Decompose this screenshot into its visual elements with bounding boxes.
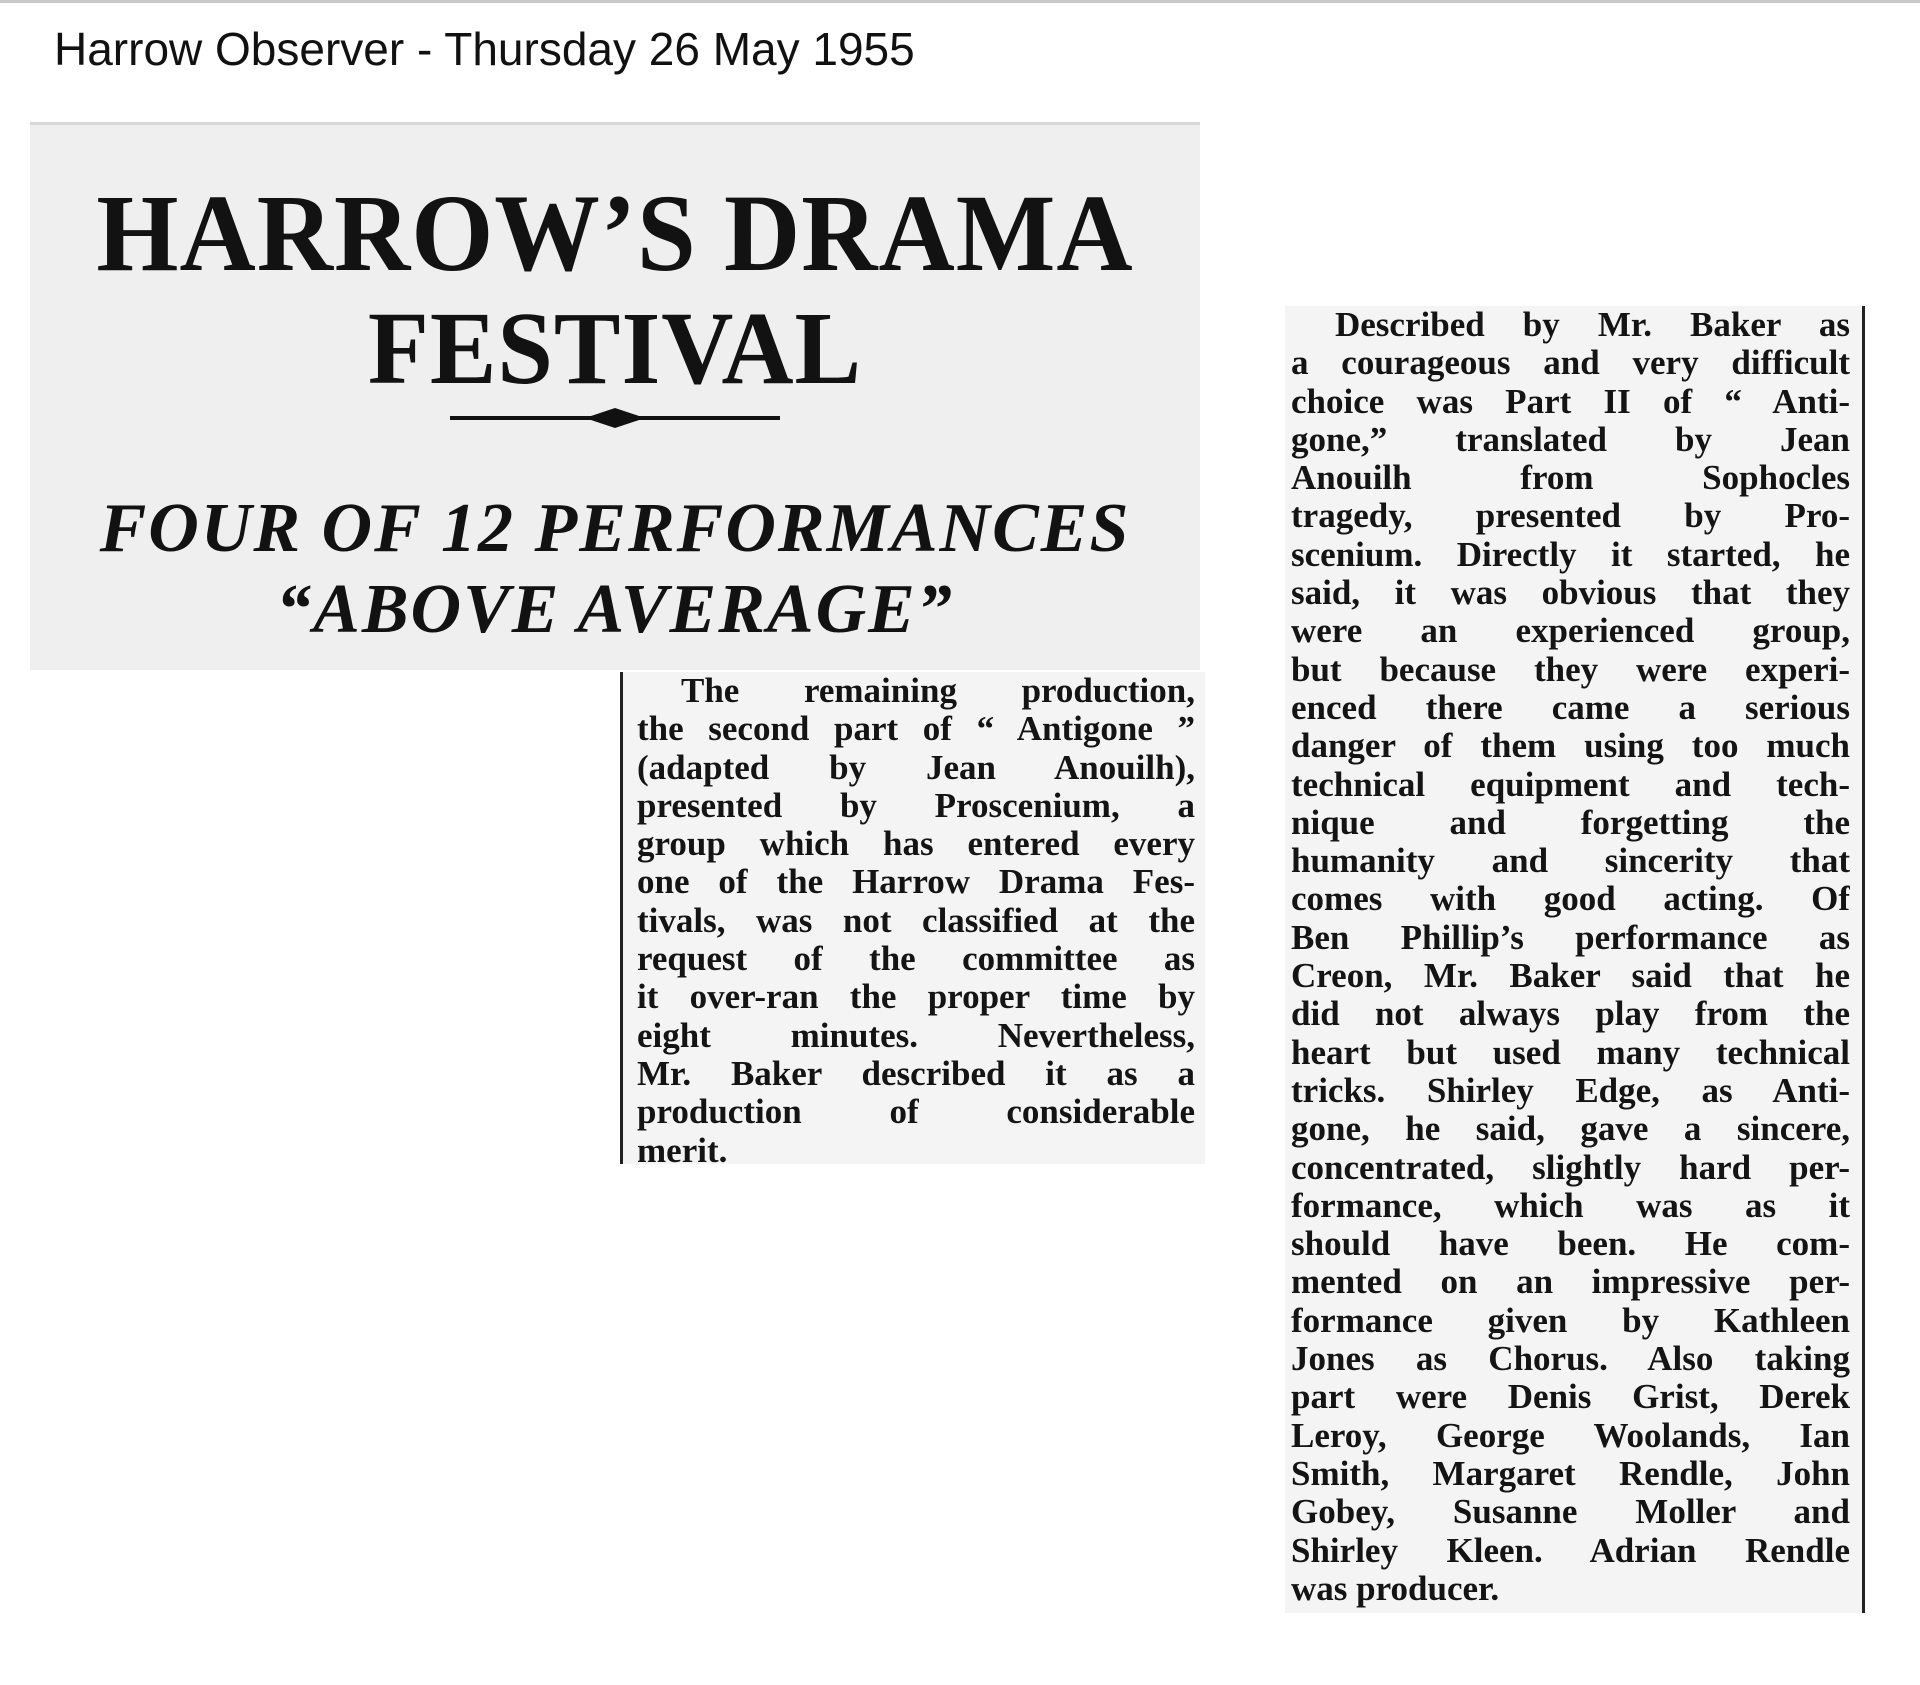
article-text-line: heart but used many technical <box>1291 1033 1850 1072</box>
article-text-line: said, it was obvious that they <box>1291 574 1850 613</box>
subheadline-line-1: FOUR OF 12 PERFORMANCES <box>99 490 1131 567</box>
subheadline-line-2: “ABOVE AVERAGE” <box>276 571 954 648</box>
article-text-line: a courageous and very difficult <box>1291 344 1850 383</box>
article-text-line: humanity and sincerity that <box>1291 842 1850 881</box>
top-border <box>0 0 1920 3</box>
article-text-line: Ben Phillip’s performance as <box>1291 918 1850 957</box>
ornament-divider <box>450 403 780 433</box>
article-text-line: tragedy, presented by Pro- <box>1291 497 1850 536</box>
article-text-line: Leroy, George Woolands, Ian <box>1291 1416 1850 1455</box>
article-text-line: mented on an impressive per- <box>1291 1263 1850 1302</box>
article-text-line: gone, he said, gave a sincere, <box>1291 1110 1850 1149</box>
article-text-line: but because they were experi- <box>1291 650 1850 689</box>
article-text-line: gone,” translated by Jean <box>1291 420 1850 459</box>
article-text-line: did not always play from the <box>1291 995 1850 1034</box>
article-text-line: enced there came a serious <box>1291 688 1850 727</box>
article-text-line: production of considerable <box>637 1093 1195 1132</box>
article-text-line: should have been. He com- <box>1291 1225 1850 1264</box>
headline-line-1: HARROW’S DRAMA <box>96 172 1134 294</box>
article-text-line: Creon, Mr. Baker said that he <box>1291 957 1850 996</box>
article-text-line: technical equipment and tech- <box>1291 765 1850 804</box>
article-text-line: presented by Proscenium, a <box>637 786 1195 825</box>
article-text-line: scenium. Directly it started, he <box>1291 535 1850 574</box>
article-text-line: Smith, Margaret Rendle, John <box>1291 1454 1850 1493</box>
article-text-line: Jones as Chorus. Also taking <box>1291 1340 1850 1379</box>
article-text-line: formance given by Kathleen <box>1291 1301 1850 1340</box>
article-text-line: merit. <box>637 1131 728 1170</box>
article-text-line: tivals, was not classified at the <box>637 901 1195 940</box>
source-caption: Harrow Observer - Thursday 26 May 1955 <box>54 23 915 75</box>
article-text-line: Anouilh from Sophocles <box>1291 459 1850 498</box>
article-text-line: the second part of “ Antigone ” <box>637 710 1195 749</box>
article-text-line: eight minutes. Nevertheless, <box>637 1016 1195 1055</box>
headline-line-2: FESTIVAL <box>367 291 863 406</box>
article-text-line: Mr. Baker described it as a <box>637 1054 1195 1093</box>
article-text-line: choice was Part II of “ Anti- <box>1291 382 1850 421</box>
article-text-line: Gobey, Susanne Moller and <box>1291 1493 1850 1532</box>
headline-block <box>30 122 1200 670</box>
article-text-line: it over-ran the proper time by <box>637 978 1195 1017</box>
article-text-line: Described by Mr. Baker as <box>1335 306 1850 344</box>
article-text-line: (adapted by Jean Anouilh), <box>637 748 1195 787</box>
article-text-line: The remaining production, <box>681 672 1195 710</box>
article-text-line: danger of them using too much <box>1291 727 1850 766</box>
article-column-2 <box>1285 306 1865 1613</box>
article-text-line: tricks. Shirley Edge, as Anti- <box>1291 1071 1850 1110</box>
article-text-line: group which has entered every <box>637 825 1195 864</box>
article-text-line: Shirley Kleen. Adrian Rendle <box>1291 1531 1850 1570</box>
article-text-line: comes with good acting. Of <box>1291 880 1850 919</box>
article-text-line: was producer. <box>1291 1569 1500 1608</box>
article-text-line: request of the committee as <box>637 940 1195 979</box>
article-text-line: one of the Harrow Drama Fes- <box>637 863 1195 902</box>
article-text-line: nique and forgetting the <box>1291 803 1850 842</box>
article-column-1 <box>620 672 1205 1170</box>
article-text-line: were an experienced group, <box>1291 612 1850 651</box>
article-text-line: concentrated, slightly hard per- <box>1291 1148 1850 1187</box>
article-text-line: part were Denis Grist, Derek <box>1291 1378 1850 1417</box>
article-text-line: formance, which was as it <box>1291 1186 1850 1225</box>
